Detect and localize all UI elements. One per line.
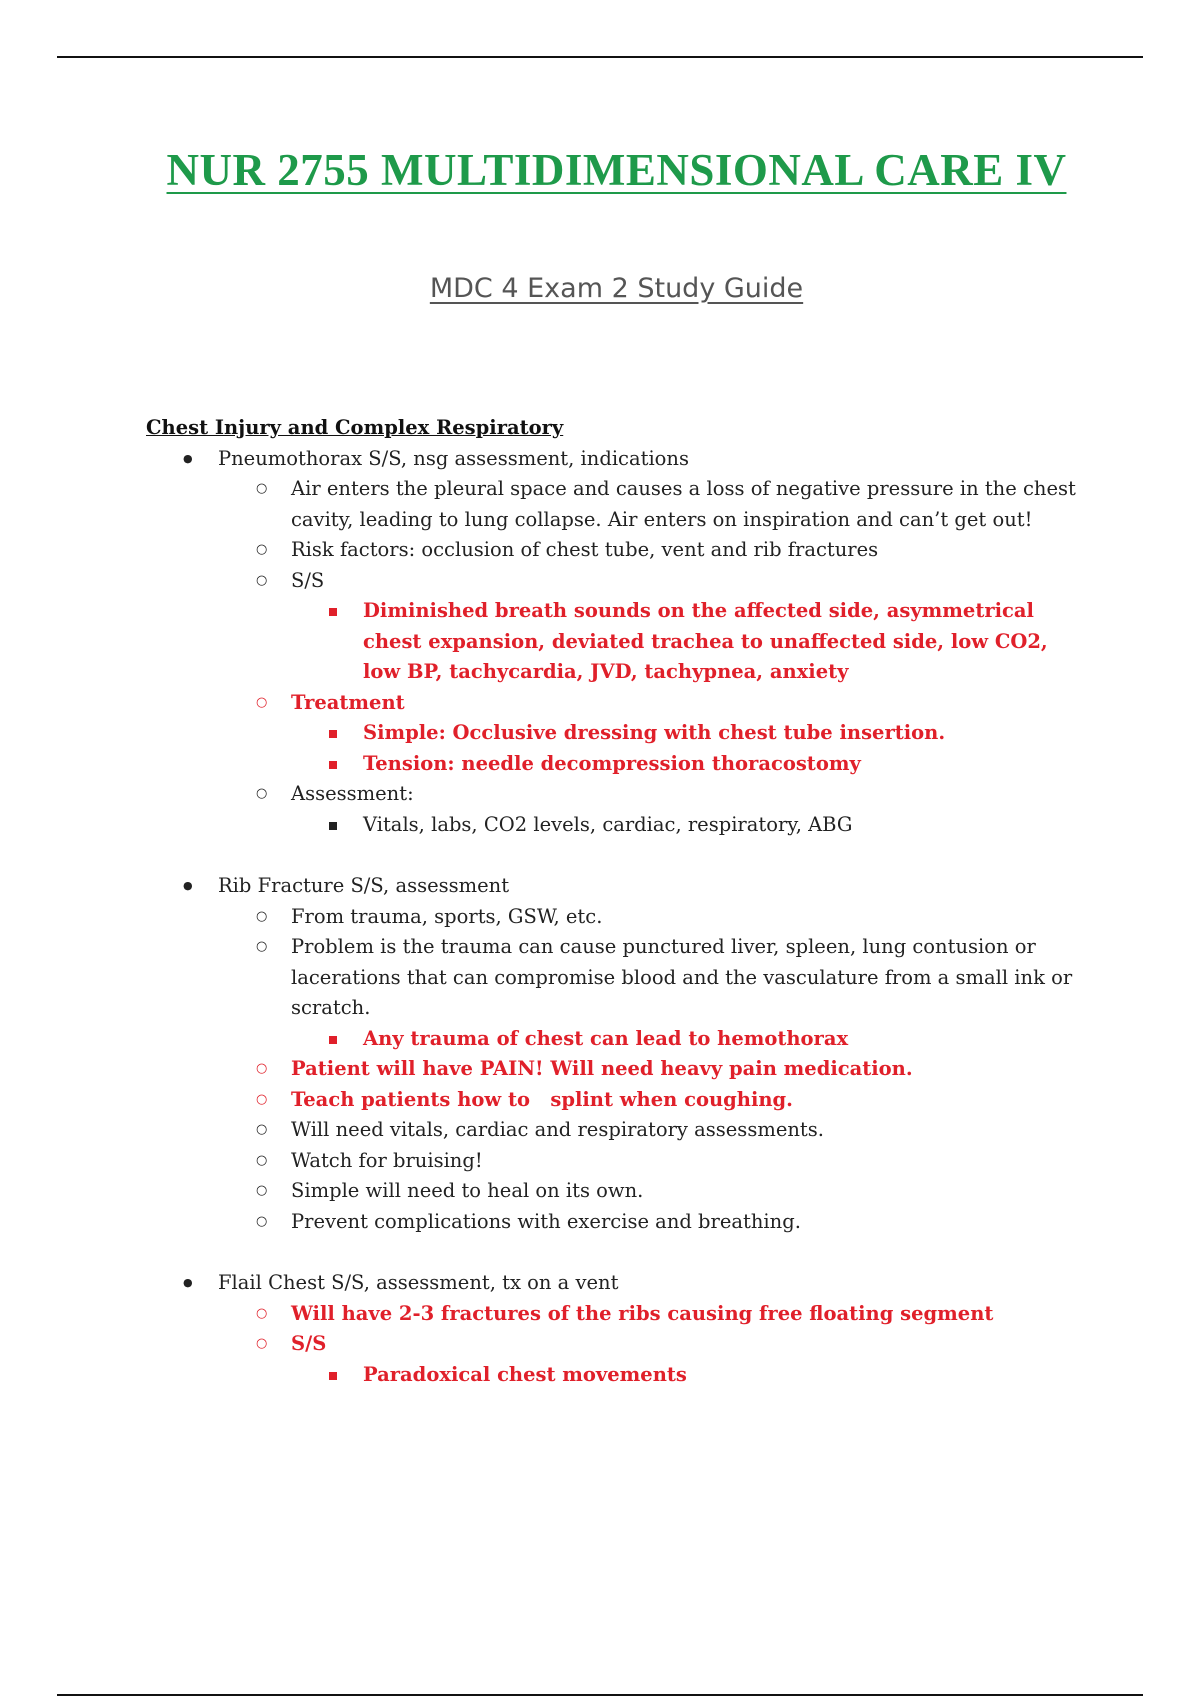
bottom-rule <box>57 1694 1143 1696</box>
item-text: Prevent complications with exercise and breathing. <box>291 1209 801 1233</box>
item-text: Problem is the trauma can cause punctured liver, spleen, lung contusion or lacerations that can compromise blood and the vasculature from a small ink or scratch. <box>291 935 1073 1019</box>
list-item <box>291 1299 1086 1330</box>
list-item <box>291 688 1086 780</box>
sub-item: Diminished breath sounds on the affected side, asymmetrical chest expansion, deviated trachea to unaffected side, low CO2, low BP, tachycardia, JVD, tachypnea, anxiety <box>363 596 1086 688</box>
item-text: Teach patients how to splint when coughing. <box>291 1087 793 1111</box>
list-item <box>291 1146 1086 1177</box>
document-subtitle: MDC 4 Exam 2 Study Guide <box>429 273 804 304</box>
item-text: Watch for bruising! <box>291 1148 483 1172</box>
section-heading: Chest Injury and Complex Respiratory <box>146 416 564 439</box>
sub-item: Tension: needle decompression thoracostomy <box>363 749 1086 780</box>
list-item <box>291 1085 1086 1116</box>
sub-item: Vitals, labs, CO2 levels, cardiac, respiratory, ABG <box>363 810 1086 841</box>
topic-rib-fracture <box>218 871 1086 1237</box>
list-item <box>291 1115 1086 1146</box>
list-item <box>291 535 1086 566</box>
list-item <box>291 474 1086 535</box>
item-text: S/S <box>291 1332 327 1355</box>
topic-list <box>146 444 1086 1391</box>
item-text: Patient will have PAIN! Will need heavy pain medication. <box>291 1057 913 1080</box>
item-text: Treatment <box>291 690 405 714</box>
topic-label: Flail Chest S/S, assessment, tx on a vent <box>218 1271 619 1294</box>
list-item <box>291 1176 1086 1207</box>
study-guide-content <box>146 413 1086 1390</box>
item-text: S/S <box>291 568 325 592</box>
item-text: Air enters the pleural space and causes a loss of negative pressure in the chest cavity, leading to lung collapse. Air enters on inspiration and can’t get out! <box>291 477 1076 531</box>
sub-item: Simple: Occlusive dressing with chest tube insertion. <box>363 718 1086 749</box>
topic-label: Pneumothorax S/S, nsg assessment, indications <box>218 446 689 470</box>
item-text: Will need vitals, cardiac and respiratory assessments. <box>291 1118 824 1141</box>
sub-item: Any trauma of chest can lead to hemothorax <box>363 1024 1086 1055</box>
list-item <box>291 932 1086 1054</box>
list-item <box>291 566 1086 688</box>
top-rule <box>57 56 1143 58</box>
item-text: Risk factors: occlusion of chest tube, vent and rib fractures <box>291 538 879 561</box>
item-text: Will have 2-3 fractures of the ribs causing free floating segment <box>291 1301 994 1325</box>
sub-item: Paradoxical chest movements <box>363 1360 1086 1391</box>
topic-pneumothorax <box>218 444 1086 841</box>
document-title: NUR 2755 MULTIDIMENSIONAL CARE IV <box>166 145 1067 195</box>
item-text: Simple will need to heal on its own. <box>291 1179 644 1202</box>
list-item <box>291 1207 1086 1238</box>
list-item <box>291 1054 1086 1085</box>
list-item <box>291 1329 1086 1390</box>
item-text: From trauma, sports, GSW, etc. <box>291 904 603 928</box>
item-text: Assessment: <box>291 782 414 805</box>
topic-flail-chest <box>218 1268 1086 1390</box>
list-item <box>291 779 1086 840</box>
list-item <box>291 902 1086 933</box>
topic-label: Rib Fracture S/S, assessment <box>218 874 510 897</box>
